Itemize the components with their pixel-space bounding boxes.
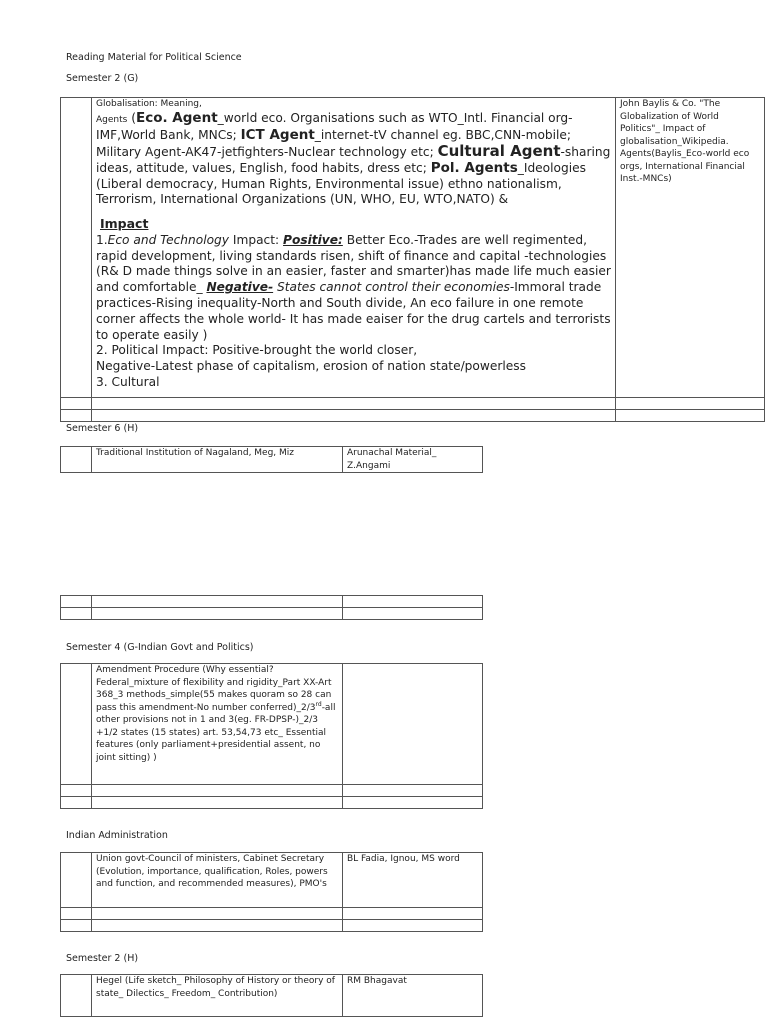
section-label-sem2g: Semester 2 (G) xyxy=(66,73,139,84)
empty-cell xyxy=(92,608,343,620)
indadmin-topic-cell: Union govt-Council of ministers, Cabinet Secretary (Evolution, importance, qualification, Roles, powers and function, and recommended measures), PMO's xyxy=(92,853,343,908)
empty-cell xyxy=(92,596,343,608)
table-empty xyxy=(60,595,483,620)
impact-paragraph-2b: Negative-Latest phase of capitalism, erosion of nation state/powerless xyxy=(96,359,526,374)
empty-cell xyxy=(61,398,92,410)
impact-paragraph-3: 3. Cultural xyxy=(96,374,160,389)
empty-cell xyxy=(61,410,92,422)
agents-paragraph xyxy=(96,111,611,209)
pol-agents-text: _Ideologies (Liberal democracy, Human Rights, Environmental issue) ethno nationalism, Terrorism, International Organizations (UN, WHO, EU, WTO,NATO) & xyxy=(96,160,586,207)
impact-paragraph-1 xyxy=(96,233,611,344)
sem6h-reference-cell: Arunachal Material_ Z.Angami xyxy=(343,447,483,473)
pol-agents-term: Pol. Agents xyxy=(430,159,518,176)
empty-cell xyxy=(92,920,343,932)
impact-1-positive-text: Better Eco.-Trades are well regimented, rapid development, living standards risen, shift of finance and capital -technologies (R& D made things solve in an easier, faster and smarter)has made life much easier and comfortable_ xyxy=(96,232,611,295)
indadmin-reference-cell: BL Fadia, Ignou, MS word xyxy=(343,853,483,908)
amendment-topic-cell xyxy=(92,664,343,785)
ict-agent-text: _internet-tV channel eg. BBC,CNN-mobile; Military Agent-AK47-jetfighters-Nuclear technology etc; xyxy=(96,128,572,160)
empty-cell xyxy=(343,797,483,809)
empty-cell xyxy=(343,608,483,620)
empty-cell xyxy=(61,920,92,932)
globalisation-reference-cell: John Baylis & Co. "The Globalization of World Politics"_ Impact of globalisation_Wikipedia. Agents(Baylis_Eco-world eco orgs, International Financial Inst.-MNCs) xyxy=(616,98,765,398)
section-label-indadmin: Indian Administration xyxy=(66,830,168,841)
row-marker-cell xyxy=(61,975,92,1017)
section-label-sem2h: Semester 2 (H) xyxy=(66,953,139,964)
amendment-text-a: Amendment Procedure (Why essential? Federal_mixture of flexibility and rigidity_Part XX-Art 368_3 methods_simple(55 makes quoram so 28 can pass this amendment-No number conferred)_2/3 xyxy=(96,665,332,713)
cultural-agent-term: Cultural Agent xyxy=(437,142,561,161)
section-label-sem6h: Semester 6 (H) xyxy=(66,423,139,434)
empty-cell xyxy=(343,920,483,932)
row-marker-cell xyxy=(61,98,92,398)
sem6h-topic-cell: Traditional Institution of Nagaland, Meg, Miz xyxy=(92,447,343,473)
table-sem2h xyxy=(60,974,483,1017)
empty-cell xyxy=(61,785,92,797)
empty-cell xyxy=(61,908,92,920)
impact-paragraph-2: 2. Political Impact: Positive-brought the world closer, xyxy=(96,343,418,358)
cultural-agent-text: -sharing ideas, attitude, values, English, food habits, dress etc; xyxy=(96,145,611,175)
empty-cell xyxy=(343,664,483,785)
impact-1-negative-italic: States cannot control their economies xyxy=(273,280,510,295)
impact-1-negative-text: -Immoral trade practices-Rising inequality-North and South divide, An eco failure in one remote corner affects the whole world- It has made eaiser for the drug cartels and terrorists to operate easily ) xyxy=(96,280,611,342)
empty-cell xyxy=(616,398,765,410)
impact-heading: Impact xyxy=(100,216,149,232)
empty-cell xyxy=(343,785,483,797)
eco-agent-term: Eco. Agent xyxy=(135,109,218,126)
impact-1-label: Impact: xyxy=(229,232,284,247)
document-heading: Reading Material for Political Science xyxy=(66,52,242,63)
empty-cell xyxy=(92,908,343,920)
sem2h-topic-cell: Hegel (Life sketch_ Philosophy of History or theory of state_ Dilectics_ Freedom_ Contribution) xyxy=(92,975,343,1017)
empty-cell xyxy=(61,797,92,809)
row-marker-cell xyxy=(61,664,92,785)
table-indadmin xyxy=(60,852,483,932)
eco-agent-text: _world eco. Organisations such as WTO_Intl. Financial org-IMF,World Bank, MNCs; xyxy=(96,110,573,143)
superscript-rd: rd xyxy=(315,700,322,708)
empty-cell xyxy=(92,785,343,797)
negative-label: Negative- xyxy=(206,280,274,295)
amendment-text-b: -all other provisions not in 1 and 3(eg. FR-DPSP-)_2/3 +1/2 states (15 states) art. 53,54,73 etc_ Essential features (only parliament+presidential assent, no joint sitting) ) xyxy=(96,702,336,763)
table-sem2g xyxy=(60,97,765,422)
empty-cell xyxy=(61,608,92,620)
globalisation-line1: Globalisation: Meaning, xyxy=(96,99,202,109)
impact-1-eco-tech: Eco and Technology xyxy=(107,232,230,247)
ict-agent-term: ICT Agent xyxy=(240,127,315,144)
impact-1-number: 1. xyxy=(96,232,108,247)
empty-cell xyxy=(343,908,483,920)
empty-cell xyxy=(616,410,765,422)
sem2h-reference-cell: RM Bhagavat xyxy=(343,975,483,1017)
table-sem6h xyxy=(60,446,483,473)
agents-paren: ( xyxy=(127,110,136,125)
empty-cell xyxy=(92,398,616,410)
positive-label: Positive: xyxy=(283,232,343,247)
row-marker-cell xyxy=(61,853,92,908)
section-label-sem4g: Semester 4 (G-Indian Govt and Politics) xyxy=(66,642,254,653)
empty-cell xyxy=(92,410,616,422)
globalisation-topic-cell xyxy=(92,98,616,398)
table-sem4g xyxy=(60,663,483,809)
empty-cell xyxy=(92,797,343,809)
empty-cell xyxy=(61,596,92,608)
agents-label: Agents xyxy=(96,114,128,125)
empty-cell xyxy=(343,596,483,608)
row-marker-cell xyxy=(61,447,92,473)
